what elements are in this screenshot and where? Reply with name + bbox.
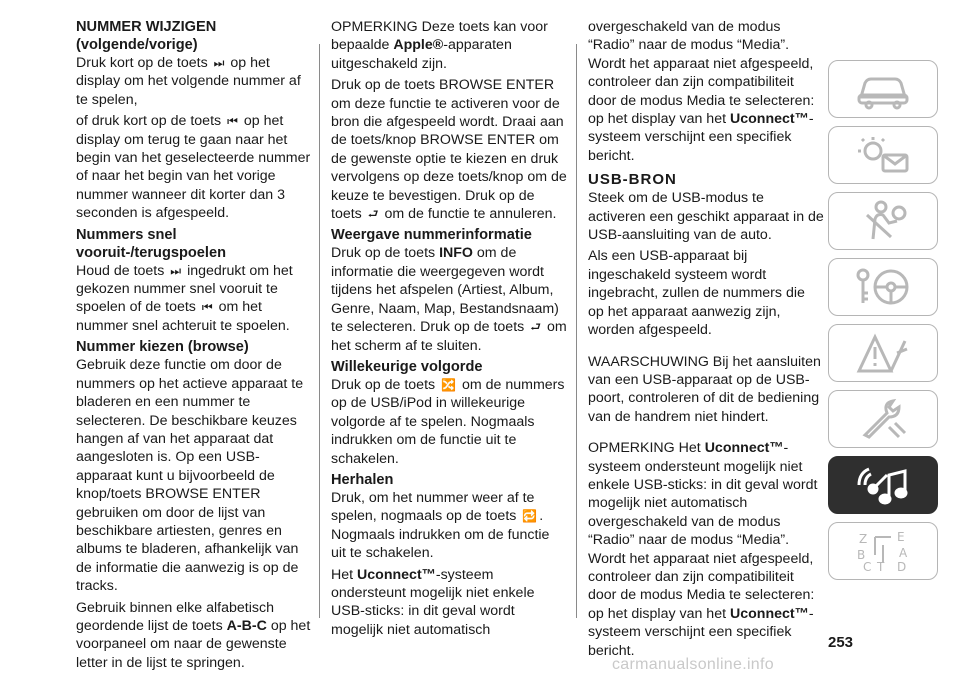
next-track-icon: ⏭ bbox=[170, 263, 182, 278]
uconnect-brand: Uconnect™ bbox=[704, 440, 784, 457]
paragraph-continued: overgeschakeld van de modus “Radio” naar de modus “Media”. Wordt het apparaat niet afgespeeld, controleer dan zijn compatibiliteit door de modus Media te selecteren: op het display van het Uconnect™-systeem verschijnt een specifiek bericht. bbox=[588, 19, 815, 164]
paragraph-repeat: Druk, om het nummer weer af te spelen, nogmaals op de toets 🔁 . Nogmaals indrukken om de functie uit te schakelen. bbox=[331, 489, 550, 562]
service-tools-icon bbox=[853, 397, 913, 441]
index-letter: E bbox=[897, 530, 905, 544]
abc-key-label: A-B-C bbox=[226, 617, 267, 634]
column-divider bbox=[319, 44, 320, 618]
tab-multimedia[interactable] bbox=[828, 456, 938, 514]
repeat-icon: 🔁 bbox=[522, 509, 538, 524]
road-warning-icon bbox=[853, 331, 913, 375]
next-track-icon: ⏭ bbox=[213, 56, 225, 70]
paragraph-usb-1: Steek om de USB-modus te activeren een geschikt apparaat in de USB-aansluiting van de auto. bbox=[588, 190, 824, 244]
watermark: carmanualsonline.info bbox=[612, 656, 774, 673]
info-key-label: INFO bbox=[439, 245, 473, 262]
heading-browse: Nummer kiezen (browse) bbox=[76, 339, 249, 356]
paragraph-next: Druk kort op de toets ⏭ op het display om het volgende nummer af te spelen, bbox=[76, 55, 301, 108]
column-3 bbox=[588, 18, 824, 663]
paragraph-browse-enter: Druk op de toets BROWSE ENTER om deze functie te activeren voor de bron die afgespeeld wordt. Draai aan de toets/knop BROWSE ENTER om de gewenste optie te kiezen en druk vervolgens op deze toets/knop om de keuze te bevestigen. Druk op de toets ⮐ om de functie te annuleren. bbox=[331, 77, 567, 223]
heading-usb-source: USB-BRON bbox=[588, 171, 677, 189]
abc-index-icon bbox=[853, 529, 913, 573]
page-number: 253 bbox=[828, 634, 854, 651]
heading-repeat: Herhalen bbox=[331, 471, 394, 488]
back-icon: ⮐ bbox=[530, 320, 542, 335]
steering-wheel-key-icon bbox=[853, 265, 913, 309]
heading-random: Willekeurige volgorde bbox=[331, 358, 483, 375]
column-divider bbox=[576, 44, 577, 618]
uconnect-brand: Uconnect™ bbox=[729, 111, 809, 128]
index-letter: D bbox=[897, 560, 907, 573]
index-letter: Z bbox=[859, 532, 868, 546]
tab-car[interactable] bbox=[828, 60, 938, 118]
tab-starting-driving[interactable] bbox=[828, 258, 938, 316]
chapter-sidebar bbox=[828, 60, 940, 588]
multimedia-icon bbox=[853, 463, 913, 507]
index-letter: C bbox=[863, 560, 872, 573]
car-icon bbox=[853, 67, 913, 111]
paragraph-previous: of druk kort op de toets ⏮ op het display om terug te gaan naar het begin van het geselecteerde nummer of naar het begin van het vorige nummer wanneer dit korter dan 3 seconden is afgespeeld. bbox=[76, 113, 311, 222]
index-letter: B bbox=[857, 548, 866, 562]
paragraph-warning: WAARSCHUWING Bij het aansluiten van een USB-apparaat op de USB-poort, controleren of dit de bediening van de handrem niet hindert. bbox=[588, 353, 821, 425]
column-2 bbox=[331, 18, 567, 642]
tab-safety[interactable] bbox=[828, 192, 938, 250]
tab-warning-lights[interactable] bbox=[828, 126, 938, 184]
index-letter: T bbox=[877, 560, 885, 573]
warning-light-icon bbox=[853, 133, 913, 177]
column-1 bbox=[76, 18, 314, 675]
index-letter: A bbox=[899, 546, 908, 560]
tab-emergency[interactable] bbox=[828, 324, 938, 382]
apple-brand: Apple® bbox=[393, 37, 444, 54]
tab-service[interactable] bbox=[828, 390, 938, 448]
paragraph-info: Druk op de toets INFO om de informatie die weergegeven wordt tijdens het afspelen (Artiest, Album, Genre, Naam, Map, Bestandsnaam) te selecteren. Druk op de toets ⮐ om het scherm af te sluiten. bbox=[331, 245, 567, 354]
airbag-person-icon bbox=[853, 199, 913, 243]
paragraph-browse: Gebruik deze functie om door de nummers op het actieve apparaat te bladeren en een nummer te selecteren. De beschikbare keuzes hangen af van het apparaat dat aangesloten is. Op een USB-apparaat kunt u bijvoorbeeld de knop/toets BROWSE ENTER gebruiken om door de lijst van beschikbare artiesten, genres en albums te bladeren, afhankelijk van de informatie die aanwezig is op de tracks. bbox=[76, 357, 304, 595]
heading-track-info: Weergave nummerinformatie bbox=[331, 227, 532, 244]
shuffle-icon: 🔀 bbox=[441, 377, 457, 392]
previous-track-icon: ⏮ bbox=[227, 114, 238, 129]
uconnect-brand: Uconnect™ bbox=[357, 566, 436, 583]
uconnect-brand: Uconnect™ bbox=[729, 605, 809, 622]
paragraph-uconnect: Het Uconnect™-systeem ondersteunt mogelijk niet enkele USB-sticks: in dit geval wordt mogelijk niet automatisch bbox=[331, 566, 535, 638]
paragraph-usb-2: Als een USB-apparaat bij ingeschakeld systeem wordt ingebracht, zullen de nummers die op het apparaat aanwezig zijn, worden afgespeeld. bbox=[588, 248, 805, 339]
paragraph-abc: Gebruik binnen elke alfabetisch geordende lijst de toets A-B-C op het voorpaneel om naar de gewenste letter in de lijst te springen. bbox=[76, 599, 311, 671]
paragraph-random: Druk op de toets 🔀 om de nummers op de USB/iPod in willekeurige volgorde af te spelen. Nogmaals indrukken om de functie uit te schakelen. bbox=[331, 376, 565, 467]
heading-fast-forward: Nummers snel vooruit-/terugspoelen bbox=[76, 226, 226, 261]
paragraph-note-uconnect: OPMERKING Het Uconnect™-systeem ondersteunt mogelijk niet enkele USB-sticks: in dit geval wordt mogelijk niet automatisch overgeschakeld van de modus “Radio” naar de modus “Media”. Wordt het apparaat niet afgespeeld, controleer dan zijn compatibiliteit door de modus Media te selecteren: op het display van het Uconnect™-systeem verschijnt een specifiek bericht. bbox=[588, 440, 818, 659]
paragraph-fast-forward: Houd de toets ⏭ ingedrukt om het gekozen nummer snel vooruit te spoelen of de toets ⏮ om het nummer snel achteruit te spoelen. bbox=[76, 262, 293, 334]
paragraph-apple-note: OPMERKING Deze toets kan voor bepaalde Apple®-apparaten uitgeschakeld zijn. bbox=[331, 19, 548, 72]
back-icon: ⮐ bbox=[367, 207, 379, 222]
previous-track-icon: ⏮ bbox=[201, 300, 213, 315]
heading-next-track: NUMMER WIJZIGEN (volgende/vorige) bbox=[76, 19, 217, 53]
tab-index[interactable] bbox=[828, 522, 938, 580]
